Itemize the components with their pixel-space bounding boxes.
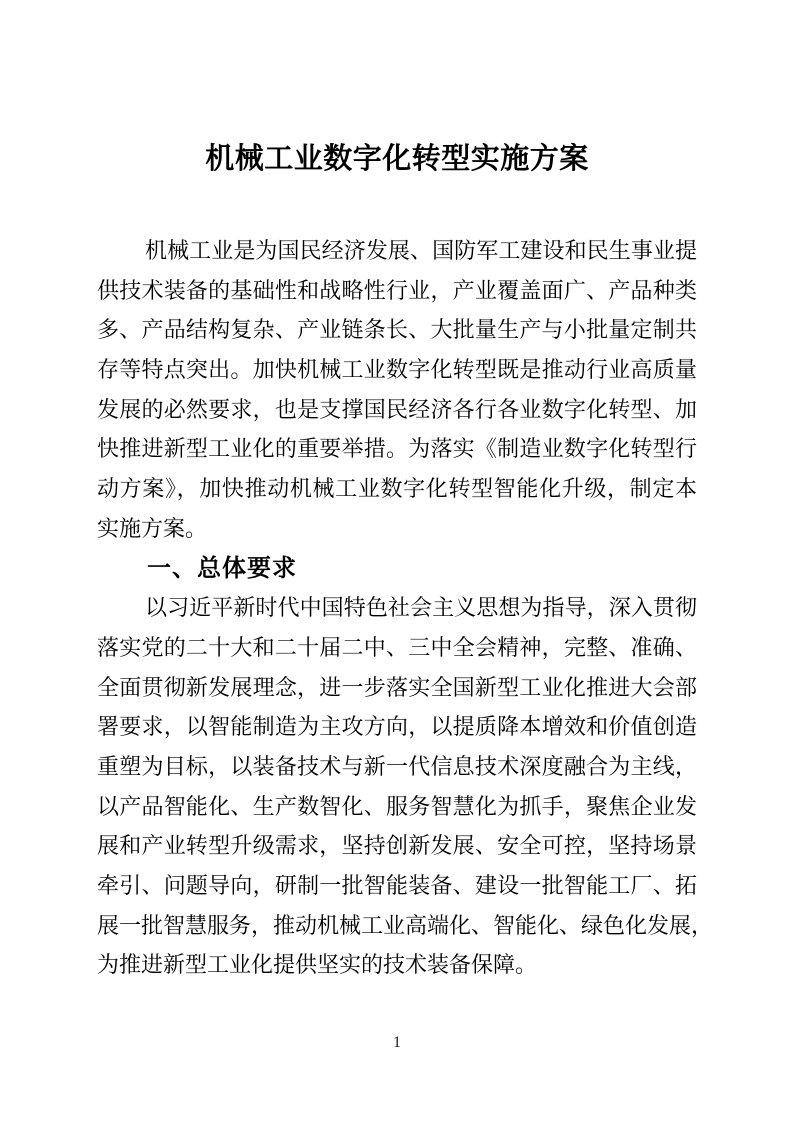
- page-number: 1: [393, 1034, 401, 1051]
- text-line: 署要求，以智能制造为主攻方向，以提质降本增效和价值创造: [97, 714, 697, 740]
- text-line: 重塑为目标，以装备技术与新一代信息技术深度融合为主线，: [97, 753, 697, 779]
- section-heading: 一、总体要求: [147, 554, 297, 582]
- text-line: 以习近平新时代中国特色社会主义思想为指导，深入贯彻: [145, 595, 697, 621]
- text-line: 展一批智慧服务，推动机械工业高端化、智能化、绿色化发展，: [97, 912, 714, 938]
- text-line: 实施方案。: [97, 515, 208, 541]
- text-line: 发展的必然要求，也是支撑国民经济各行各业数字化转型、加: [97, 396, 697, 422]
- text-line: 展和产业转型升级需求，坚持创新发展、安全可控，坚持场景: [97, 833, 697, 859]
- text-line: 以产品智能化、生产数智化、服务智慧化为抓手，聚焦企业发: [97, 793, 697, 819]
- text-line: 为推进新型工业化提供坚实的技术装备保障。: [97, 952, 538, 978]
- text-line: 存等特点突出。加快机械工业数字化转型既是推动行业高质量: [97, 357, 697, 383]
- intro-paragraph: [97, 231, 697, 549]
- text-line: 全面贯彻新发展理念，进一步落实全国新型工业化推进大会部: [97, 674, 697, 700]
- text-line: 机械工业是为国民经济发展、国防军工建设和民生事业提: [145, 238, 697, 263]
- text-line: 落实党的二十大和二十届二中、三中全会精神，完整、准确、: [97, 634, 697, 660]
- text-line: 多、产品结构复杂、产业链条长、大批量生产与小批量定制共: [97, 317, 697, 343]
- text-line: 动方案》，加快推动机械工业数字化转型智能化升级，制定本: [97, 476, 697, 502]
- page-footer: [0, 1032, 794, 1054]
- section-body-paragraph: [97, 588, 714, 985]
- text-line: 牵引、问题导向，研制一批智能装备、建设一批智能工厂、拓: [97, 873, 697, 898]
- text-line: 快推进新型工业化的重要举措。为落实《制造业数字化转型行: [97, 436, 697, 462]
- document-title: 机械工业数字化转型实施方案: [205, 143, 589, 175]
- text-line: 供技术装备的基础性和战略性行业，产业覆盖面广、产品种类: [97, 277, 697, 303]
- document-content: [97, 0, 714, 985]
